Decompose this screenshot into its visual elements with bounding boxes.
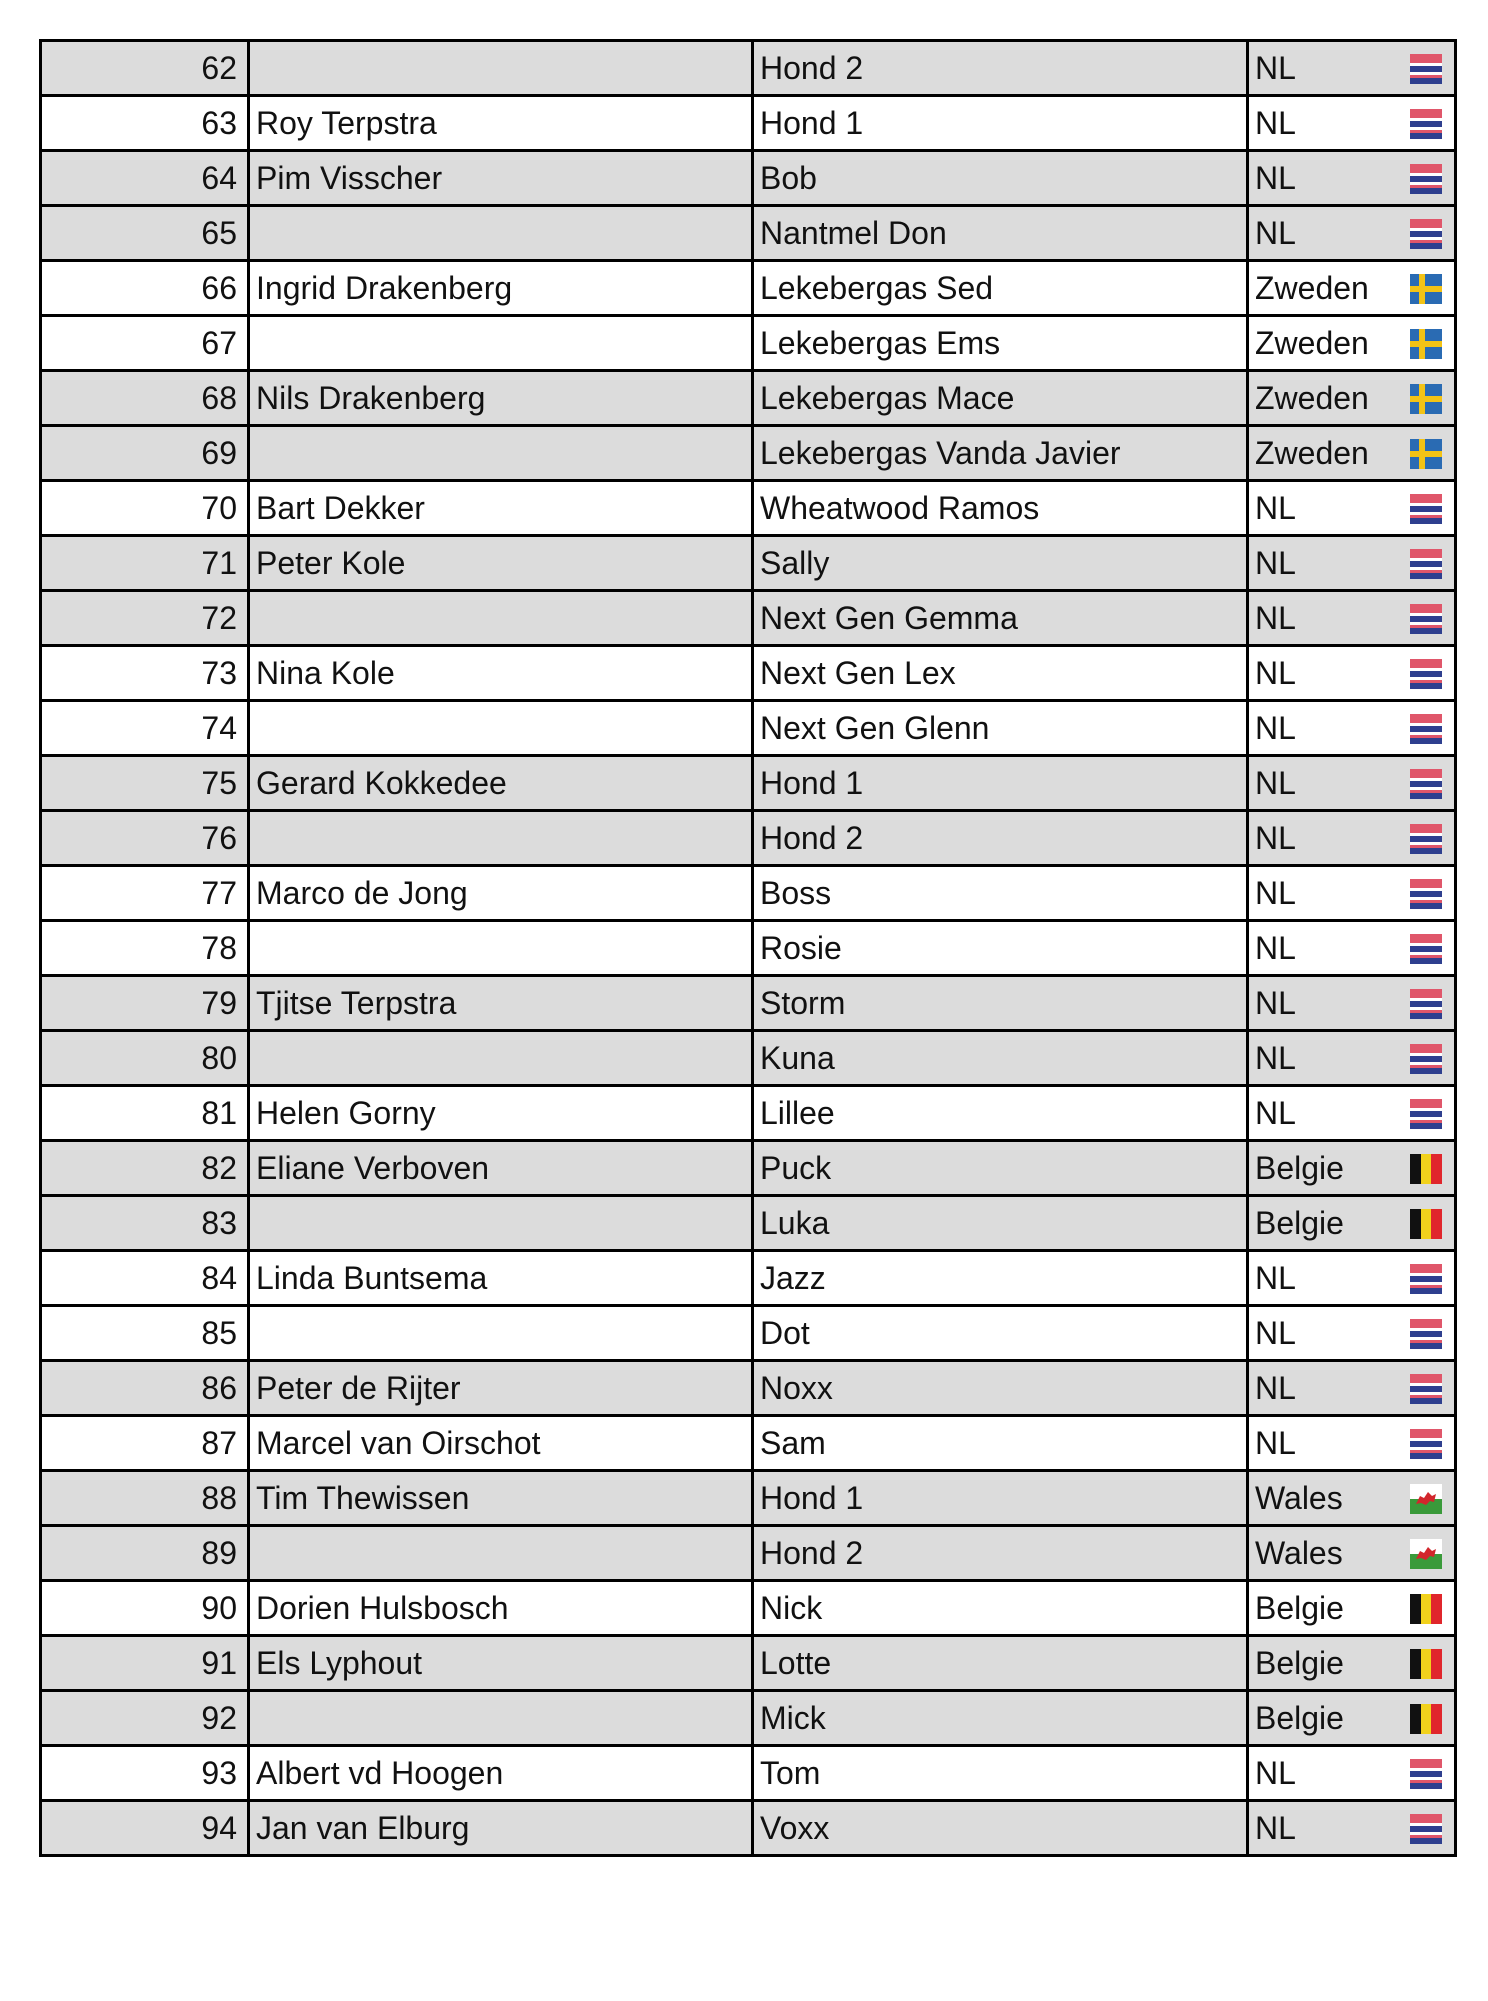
nl-flag-icon <box>1410 1814 1442 1844</box>
nl-flag-icon <box>1410 879 1442 909</box>
flag-container <box>1410 604 1442 634</box>
flag-container <box>1410 1484 1442 1514</box>
country-cell <box>1248 261 1456 316</box>
nl-flag-icon <box>1410 109 1442 139</box>
country-label: NL <box>1255 490 1296 526</box>
country-cell <box>1248 206 1456 261</box>
handler-cell <box>249 1691 753 1746</box>
table-row <box>41 1691 1456 1746</box>
flag-container <box>1410 1319 1442 1349</box>
handler-cell: Ingrid Drakenberg <box>249 261 753 316</box>
dog-cell: Mick <box>753 1691 1248 1746</box>
country-label: NL <box>1255 50 1296 86</box>
handler-cell: Dorien Hulsbosch <box>249 1581 753 1636</box>
flag-container <box>1410 714 1442 744</box>
nl-flag-icon <box>1410 1759 1442 1789</box>
flag-container <box>1410 329 1442 359</box>
dog-cell: Puck <box>753 1141 1248 1196</box>
flag-container <box>1410 1704 1442 1734</box>
flag-container <box>1410 1374 1442 1404</box>
country-label: NL <box>1255 1095 1296 1131</box>
country-label: NL <box>1255 1040 1296 1076</box>
flag-container <box>1410 1209 1442 1239</box>
start-number-cell: 65 <box>41 206 249 261</box>
dog-cell: Lekebergas Ems <box>753 316 1248 371</box>
nl-flag-icon <box>1410 604 1442 634</box>
country-label: NL <box>1255 600 1296 636</box>
handler-cell: Peter Kole <box>249 536 753 591</box>
nl-flag-icon <box>1410 1099 1442 1129</box>
country-cell <box>1248 41 1456 96</box>
country-cell <box>1248 536 1456 591</box>
flag-container <box>1410 879 1442 909</box>
handler-cell <box>249 206 753 261</box>
nl-flag-icon <box>1410 1264 1442 1294</box>
handler-cell: Nils Drakenberg <box>249 371 753 426</box>
handler-cell: Pim Visscher <box>249 151 753 206</box>
start-number-cell: 74 <box>41 701 249 756</box>
dog-cell: Jazz <box>753 1251 1248 1306</box>
country-cell <box>1248 481 1456 536</box>
start-number-cell: 83 <box>41 1196 249 1251</box>
country-cell <box>1248 591 1456 646</box>
start-number-cell: 79 <box>41 976 249 1031</box>
table-row <box>41 1031 1456 1086</box>
table-row <box>41 1416 1456 1471</box>
flag-container <box>1410 659 1442 689</box>
country-cell <box>1248 1691 1456 1746</box>
nl-flag-icon <box>1410 494 1442 524</box>
dog-cell: Lekebergas Vanda Javier <box>753 426 1248 481</box>
country-label: Belgie <box>1255 1645 1344 1681</box>
dog-cell: Bob <box>753 151 1248 206</box>
table-row <box>41 536 1456 591</box>
handler-cell: Nina Kole <box>249 646 753 701</box>
table-row <box>41 811 1456 866</box>
dog-cell: Kuna <box>753 1031 1248 1086</box>
start-number-cell: 75 <box>41 756 249 811</box>
nl-flag-icon <box>1410 1429 1442 1459</box>
table-row <box>41 976 1456 1031</box>
table-row <box>41 426 1456 481</box>
nl-flag-icon <box>1410 934 1442 964</box>
dog-cell: Storm <box>753 976 1248 1031</box>
handler-cell <box>249 1196 753 1251</box>
handler-cell <box>249 1306 753 1361</box>
dog-cell: Dot <box>753 1306 1248 1361</box>
table-row <box>41 1471 1456 1526</box>
handler-cell: Linda Buntsema <box>249 1251 753 1306</box>
nl-flag-icon <box>1410 769 1442 799</box>
dog-cell: Hond 1 <box>753 96 1248 151</box>
table-row <box>41 756 1456 811</box>
flag-container <box>1410 219 1442 249</box>
table-row <box>41 1526 1456 1581</box>
country-cell <box>1248 646 1456 701</box>
dog-cell: Boss <box>753 866 1248 921</box>
dog-cell: Rosie <box>753 921 1248 976</box>
dog-cell: Hond 2 <box>753 811 1248 866</box>
country-cell <box>1248 371 1456 426</box>
country-cell <box>1248 1746 1456 1801</box>
start-number-cell: 81 <box>41 1086 249 1141</box>
country-label: Zweden <box>1255 270 1369 306</box>
flag-container <box>1410 1264 1442 1294</box>
table-row <box>41 646 1456 701</box>
flag-container <box>1410 1154 1442 1184</box>
start-number-cell: 86 <box>41 1361 249 1416</box>
country-cell <box>1248 701 1456 756</box>
country-label: Zweden <box>1255 435 1369 471</box>
flag-container <box>1410 824 1442 854</box>
start-number-cell: 64 <box>41 151 249 206</box>
dog-cell: Luka <box>753 1196 1248 1251</box>
wales-flag-icon <box>1410 1484 1442 1514</box>
country-cell <box>1248 1636 1456 1691</box>
country-cell <box>1248 921 1456 976</box>
table-row <box>41 481 1456 536</box>
handler-cell: Gerard Kokkedee <box>249 756 753 811</box>
handler-cell: Tim Thewissen <box>249 1471 753 1526</box>
handler-cell: Peter de Rijter <box>249 1361 753 1416</box>
start-number-cell: 77 <box>41 866 249 921</box>
table-row <box>41 1581 1456 1636</box>
nl-flag-icon <box>1410 824 1442 854</box>
country-label: Zweden <box>1255 380 1369 416</box>
country-cell <box>1248 1141 1456 1196</box>
nl-flag-icon <box>1410 1319 1442 1349</box>
start-number-cell: 70 <box>41 481 249 536</box>
entries-body <box>41 41 1456 1856</box>
table-row <box>41 1196 1456 1251</box>
handler-cell <box>249 701 753 756</box>
country-label: NL <box>1255 1260 1296 1296</box>
country-cell <box>1248 1031 1456 1086</box>
dog-cell: Voxx <box>753 1801 1248 1856</box>
handler-cell: Els Lyphout <box>249 1636 753 1691</box>
flag-container <box>1410 494 1442 524</box>
flag-container <box>1410 274 1442 304</box>
country-label: NL <box>1255 1755 1296 1791</box>
start-number-cell: 89 <box>41 1526 249 1581</box>
flag-container <box>1410 549 1442 579</box>
country-label: Belgie <box>1255 1700 1344 1736</box>
start-number-cell: 73 <box>41 646 249 701</box>
flag-container <box>1410 384 1442 414</box>
handler-cell <box>249 426 753 481</box>
nl-flag-icon <box>1410 549 1442 579</box>
flag-container <box>1410 934 1442 964</box>
flag-container <box>1410 439 1442 469</box>
nl-flag-icon <box>1410 714 1442 744</box>
nl-flag-icon <box>1410 659 1442 689</box>
start-number-cell: 72 <box>41 591 249 646</box>
country-cell <box>1248 1471 1456 1526</box>
dog-cell: Hond 1 <box>753 756 1248 811</box>
flag-container <box>1410 1099 1442 1129</box>
country-label: NL <box>1255 160 1296 196</box>
table-row <box>41 316 1456 371</box>
country-label: NL <box>1255 1315 1296 1351</box>
dog-cell: Noxx <box>753 1361 1248 1416</box>
country-cell <box>1248 1416 1456 1471</box>
nl-flag-icon <box>1410 219 1442 249</box>
start-number-cell: 67 <box>41 316 249 371</box>
dog-cell: Lillee <box>753 1086 1248 1141</box>
table-row <box>41 41 1456 96</box>
country-cell <box>1248 1251 1456 1306</box>
handler-cell <box>249 316 753 371</box>
start-number-cell: 84 <box>41 1251 249 1306</box>
wales-flag-icon <box>1410 1539 1442 1569</box>
country-label: NL <box>1255 710 1296 746</box>
country-label: Belgie <box>1255 1205 1344 1241</box>
table-row <box>41 261 1456 316</box>
handler-cell: Albert vd Hoogen <box>249 1746 753 1801</box>
country-label: NL <box>1255 545 1296 581</box>
country-cell <box>1248 316 1456 371</box>
nl-flag-icon <box>1410 1374 1442 1404</box>
start-number-cell: 68 <box>41 371 249 426</box>
country-cell <box>1248 1581 1456 1636</box>
country-label: NL <box>1255 1370 1296 1406</box>
start-number-cell: 69 <box>41 426 249 481</box>
country-cell <box>1248 426 1456 481</box>
be-flag-icon <box>1410 1154 1442 1184</box>
table-row <box>41 96 1456 151</box>
flag-container <box>1410 1429 1442 1459</box>
handler-cell <box>249 1526 753 1581</box>
start-number-cell: 62 <box>41 41 249 96</box>
flag-container <box>1410 989 1442 1019</box>
table-row <box>41 371 1456 426</box>
start-number-cell: 92 <box>41 1691 249 1746</box>
handler-cell: Marcel van Oirschot <box>249 1416 753 1471</box>
country-label: Zweden <box>1255 325 1369 361</box>
table-row <box>41 1141 1456 1196</box>
flag-container <box>1410 109 1442 139</box>
dog-cell: Next Gen Glenn <box>753 701 1248 756</box>
table-row <box>41 1801 1456 1856</box>
country-label: NL <box>1255 215 1296 251</box>
be-flag-icon <box>1410 1704 1442 1734</box>
handler-cell <box>249 1031 753 1086</box>
country-label: NL <box>1255 655 1296 691</box>
country-label: NL <box>1255 875 1296 911</box>
se-flag-icon <box>1410 274 1442 304</box>
country-label: Belgie <box>1255 1590 1344 1626</box>
handler-cell: Eliane Verboven <box>249 1141 753 1196</box>
country-cell <box>1248 151 1456 206</box>
country-cell <box>1248 1086 1456 1141</box>
start-number-cell: 80 <box>41 1031 249 1086</box>
flag-container <box>1410 1814 1442 1844</box>
country-cell <box>1248 866 1456 921</box>
table-row <box>41 921 1456 976</box>
table-row <box>41 591 1456 646</box>
start-number-cell: 71 <box>41 536 249 591</box>
dog-cell: Next Gen Lex <box>753 646 1248 701</box>
start-number-cell: 93 <box>41 1746 249 1801</box>
country-label: NL <box>1255 765 1296 801</box>
flag-container <box>1410 54 1442 84</box>
start-number-cell: 90 <box>41 1581 249 1636</box>
nl-flag-icon <box>1410 164 1442 194</box>
table-row <box>41 1746 1456 1801</box>
dog-cell: Lekebergas Sed <box>753 261 1248 316</box>
country-label: NL <box>1255 1810 1296 1846</box>
start-number-cell: 91 <box>41 1636 249 1691</box>
country-label: NL <box>1255 1425 1296 1461</box>
flag-container <box>1410 1594 1442 1624</box>
table-row <box>41 1251 1456 1306</box>
dog-cell: Tom <box>753 1746 1248 1801</box>
handler-cell <box>249 921 753 976</box>
flag-container <box>1410 164 1442 194</box>
handler-cell: Marco de Jong <box>249 866 753 921</box>
table-row <box>41 1306 1456 1361</box>
country-label: Wales <box>1255 1535 1343 1571</box>
flag-container <box>1410 1649 1442 1679</box>
dog-cell: Wheatwood Ramos <box>753 481 1248 536</box>
dog-cell: Lekebergas Mace <box>753 371 1248 426</box>
start-number-cell: 88 <box>41 1471 249 1526</box>
se-flag-icon <box>1410 384 1442 414</box>
handler-cell <box>249 591 753 646</box>
table-row <box>41 1636 1456 1691</box>
be-flag-icon <box>1410 1209 1442 1239</box>
start-number-cell: 66 <box>41 261 249 316</box>
handler-cell: Tjitse Terpstra <box>249 976 753 1031</box>
table-row <box>41 701 1456 756</box>
dog-cell: Next Gen Gemma <box>753 591 1248 646</box>
country-label: Belgie <box>1255 1150 1344 1186</box>
dog-cell: Nantmel Don <box>753 206 1248 261</box>
country-label: NL <box>1255 930 1296 966</box>
start-number-cell: 63 <box>41 96 249 151</box>
start-number-cell: 87 <box>41 1416 249 1471</box>
country-cell <box>1248 811 1456 866</box>
table-row <box>41 206 1456 261</box>
handler-cell: Roy Terpstra <box>249 96 753 151</box>
nl-flag-icon <box>1410 989 1442 1019</box>
country-label: NL <box>1255 820 1296 856</box>
be-flag-icon <box>1410 1594 1442 1624</box>
country-cell <box>1248 1196 1456 1251</box>
handler-cell: Jan van Elburg <box>249 1801 753 1856</box>
flag-container <box>1410 769 1442 799</box>
dog-cell: Hond 1 <box>753 1471 1248 1526</box>
country-label: NL <box>1255 105 1296 141</box>
dog-cell: Sam <box>753 1416 1248 1471</box>
country-cell <box>1248 976 1456 1031</box>
entries-table <box>39 39 1457 1857</box>
start-number-cell: 82 <box>41 1141 249 1196</box>
dog-cell: Hond 2 <box>753 41 1248 96</box>
country-label: Wales <box>1255 1480 1343 1516</box>
start-number-cell: 94 <box>41 1801 249 1856</box>
handler-cell <box>249 41 753 96</box>
table-row <box>41 1361 1456 1416</box>
table-row <box>41 866 1456 921</box>
country-cell <box>1248 1526 1456 1581</box>
start-number-cell: 85 <box>41 1306 249 1361</box>
handler-cell <box>249 811 753 866</box>
dog-cell: Hond 2 <box>753 1526 1248 1581</box>
be-flag-icon <box>1410 1649 1442 1679</box>
nl-flag-icon <box>1410 54 1442 84</box>
country-cell <box>1248 1361 1456 1416</box>
start-number-cell: 76 <box>41 811 249 866</box>
table-row <box>41 1086 1456 1141</box>
dog-cell: Nick <box>753 1581 1248 1636</box>
country-cell <box>1248 1801 1456 1856</box>
handler-cell: Helen Gorny <box>249 1086 753 1141</box>
start-number-cell: 78 <box>41 921 249 976</box>
flag-container <box>1410 1539 1442 1569</box>
country-cell <box>1248 1306 1456 1361</box>
country-label: NL <box>1255 985 1296 1021</box>
se-flag-icon <box>1410 439 1442 469</box>
country-cell <box>1248 756 1456 811</box>
dog-cell: Sally <box>753 536 1248 591</box>
handler-cell: Bart Dekker <box>249 481 753 536</box>
table-row <box>41 151 1456 206</box>
flag-container <box>1410 1044 1442 1074</box>
country-cell <box>1248 96 1456 151</box>
dog-cell: Lotte <box>753 1636 1248 1691</box>
flag-container <box>1410 1759 1442 1789</box>
se-flag-icon <box>1410 329 1442 359</box>
nl-flag-icon <box>1410 1044 1442 1074</box>
